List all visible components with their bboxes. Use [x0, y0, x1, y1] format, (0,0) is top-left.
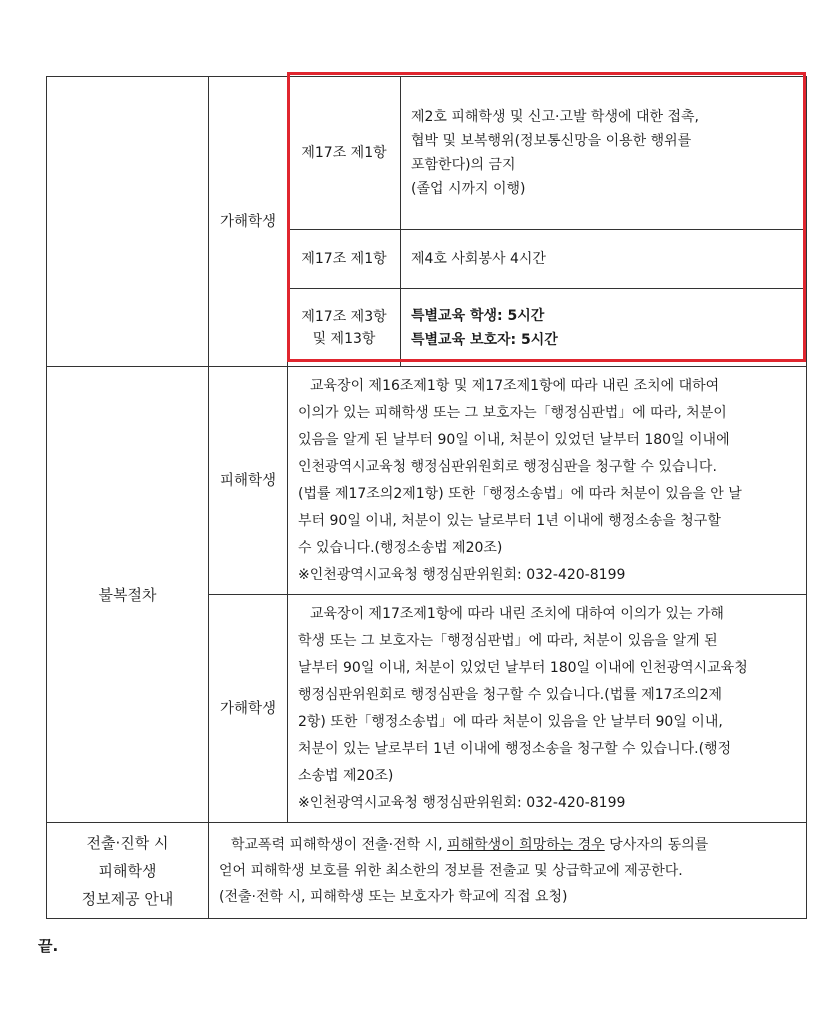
transfer-label-line: 전출·진학 시	[86, 833, 169, 852]
table-row	[47, 367, 807, 595]
appeal-label-cell	[47, 367, 209, 823]
paragraph-line: 학교폭력 피해학생이 전출·전학 시, 피해학생이 희망하는 경우 당사자의 동의를	[231, 836, 709, 853]
paragraph-line: (법률 제17조의2제1항) 또한「행정소송법」에 따라 처분이 있음을 안 날	[298, 485, 742, 502]
measure-content-cell	[401, 230, 807, 289]
empty-category-cell	[47, 77, 209, 367]
article-cell	[288, 230, 401, 289]
perpetrator-label-cell	[209, 77, 288, 367]
end-mark: 끝.	[38, 937, 59, 955]
measure-line: 협박 및 보복행위(정보통신망을 이용한 행위를	[411, 133, 692, 149]
paragraph-line: 부터 90일 이내, 처분이 있는 날로부터 1년 이내에 행정소송을 청구할	[298, 512, 721, 529]
paragraph-line: 2항) 또한「행정소송법」에 따라 처분이 있음을 안 날부터 90일 이내,	[298, 713, 723, 730]
perpetrator-appeal-label-cell	[209, 595, 288, 823]
transfer-label-line: 피해학생	[98, 861, 157, 880]
paragraph-line: 인천광역시교육청 행정심판위원회로 행정심판을 청구할 수 있습니다.	[298, 458, 717, 475]
paragraph-line: 얻어 피해학생 보호를 위한 최소한의 정보를 전출교 및 상급학교에 제공한다.	[219, 862, 683, 879]
article-text: 제17조 제1항	[301, 251, 387, 267]
transfer-text-cell	[209, 823, 807, 919]
measure-line: 제4호 사회봉사 4시간	[411, 251, 546, 267]
contact-line: ※인천광역시교육청 행정심판위원회: 032-420-8199	[298, 794, 626, 811]
measure-line: 포함한다)의 금지	[411, 157, 516, 173]
paragraph-line: 소송법 제20조)	[298, 767, 394, 784]
paragraph-line: 교육장이 제16조제1항 및 제17조제1항에 따라 내린 조치에 대하여	[310, 377, 720, 394]
paragraph-line: 날부터 90일 이내, 처분이 있었던 날부터 180일 이내에 인천광역시교육청	[298, 659, 748, 676]
underlined-condition: 피해학생이 희망하는 경우	[447, 836, 605, 853]
article-text: 제17조 제3항	[301, 308, 387, 325]
perpetrator-appeal-text-cell	[288, 595, 807, 823]
measure-content-cell	[401, 77, 807, 230]
paragraph-line: 행정심판위원회로 행정심판을 청구할 수 있습니다.(법률 제17조의2제	[298, 686, 723, 703]
article-cell	[288, 289, 401, 367]
paragraph-line: 학생 또는 그 보호자는「행정심판법」에 따라, 처분이 있음을 알게 된	[298, 632, 718, 649]
paragraph-line: 있음을 알게 된 날부터 90일 이내, 처분이 있었던 날부터 180일 이내에	[298, 431, 730, 448]
article-text: 제17조 제1항	[301, 145, 387, 161]
paragraph-line: 이의가 있는 피해학생 또는 그 보호자는「행정심판법」에 따라, 처분이	[298, 404, 727, 421]
transfer-label-line: 정보제공 안내	[81, 889, 174, 908]
contact-line: ※인천광역시교육청 행정심판위원회: 032-420-8199	[298, 566, 626, 583]
perpetrator-appeal-label: 가해학생	[219, 700, 277, 717]
victim-label-cell	[209, 367, 288, 595]
paragraph-line: 수 있습니다.(행정소송법 제20조)	[298, 539, 503, 556]
victim-label: 피해학생	[219, 472, 277, 489]
transfer-label-cell	[47, 823, 209, 919]
victim-appeal-text-cell	[288, 367, 807, 595]
measure-line: (졸업 시까지 이행)	[411, 181, 526, 197]
measure-line: 특별교육 학생: 5시간	[411, 307, 545, 324]
article-cell	[288, 77, 401, 230]
measures-table	[46, 76, 807, 919]
measure-line: 제2호 피해학생 및 신고·고발 학생에 대한 접촉,	[411, 109, 699, 125]
measure-content-cell	[401, 289, 807, 367]
appeal-label: 불복절차	[98, 585, 157, 604]
paragraph-line: 교육장이 제17조제1항에 따라 내린 조치에 대하여 이의가 있는 가해	[310, 605, 724, 622]
perpetrator-label: 가해학생	[219, 213, 277, 230]
paragraph-line: 처분이 있는 날로부터 1년 이내에 행정소송을 청구할 수 있습니다.(행정	[298, 740, 732, 757]
paragraph-line: (전출·전학 시, 피해학생 또는 보호자가 학교에 직접 요청)	[219, 888, 568, 905]
measure-line: 특별교육 보호자: 5시간	[411, 331, 558, 348]
table-row	[47, 823, 807, 919]
table-row	[47, 77, 807, 230]
article-text: 및 제13항	[312, 330, 376, 347]
